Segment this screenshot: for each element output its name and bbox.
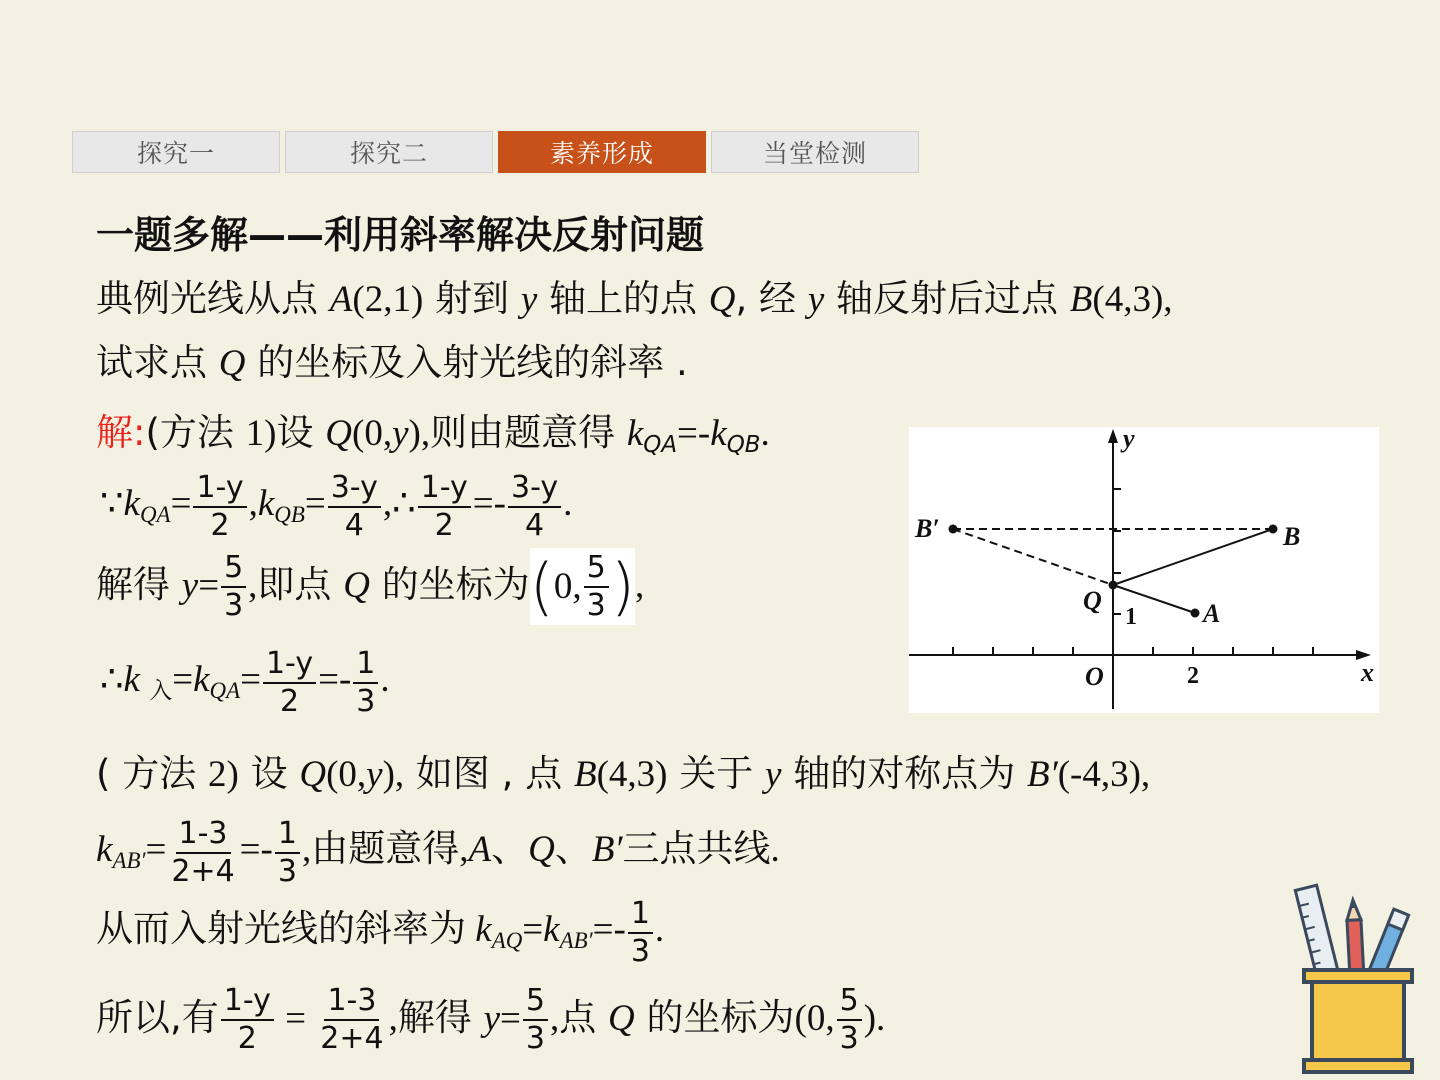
reflected-ray (1113, 529, 1273, 585)
slope-result-line: 从而入射光线的斜率为 $k_{AQ}=k_{AB'}=-$ $\frac{1}{3}$ . (96, 896, 665, 969)
x-tick-label-2: 2 (1187, 663, 1199, 689)
slope-equation-line: $\because k_{QA}=$ $\frac{1-y}{2}$ $,k_{QB}=$ $\frac{3-y}{4}$ ,∴ $\frac{1-y}{2}$ =- $\frac{3-y}{4}$ . (100, 470, 573, 543)
fraction: $\frac{1-3}{2+4}$ (171, 816, 235, 889)
fraction: $\frac{5}{3}$ (221, 552, 246, 621)
fraction: $\frac{1}{3}$ (353, 648, 378, 717)
fraction: $\frac{5}{3}$ (523, 985, 548, 1054)
tab-explore-1[interactable]: 探究一 (72, 131, 280, 173)
section-tabs (72, 131, 919, 173)
fraction: $\frac{1}{3}$ (628, 898, 653, 967)
final-line: 所以,有 $\frac{1-y}{2}$ = $\frac{1-3}{2+4}$ ,解得 y= $\frac{5}{3}$ ,点 Q 的坐标为(0, $\frac{5}{3}$ ). (96, 983, 886, 1056)
fraction: $\frac{1-y}{2}$ (418, 472, 471, 541)
point-b-prime (949, 525, 958, 534)
x-axis-label: x (1361, 658, 1374, 687)
y-ticks (1113, 489, 1121, 614)
solve-y-line: 解得 y= $\frac{5}{3}$ ,即点 Q 的坐标为 ( 0, $\frac{5}{3}$ ) , (96, 548, 644, 625)
b-prime-label: B′ (915, 514, 940, 543)
fraction: $\frac{1-3}{2+4}$ (320, 983, 384, 1056)
page-title: 一题多解——利用斜率解决反射问题 (96, 213, 705, 257)
reflection-figure (909, 427, 1379, 713)
fraction: $\frac{1-y}{2}$ (221, 985, 274, 1054)
dashed-reflection-line (953, 529, 1113, 585)
fraction: $\frac{3-y}{4}$ (508, 472, 561, 541)
fraction: $\frac{1-y}{2}$ (193, 472, 246, 541)
origin-label: O (1085, 662, 1104, 691)
problem-line-1: 典例光线从点 A(2,1) 射到 y 轴上的点 Q, 经 y 轴反射后过点 B(4,3), (96, 277, 1173, 320)
y-axis-arrow (1108, 429, 1118, 443)
tab-explore-2[interactable]: 探究二 (285, 131, 493, 173)
fraction: $\frac{1}{3}$ (275, 818, 300, 887)
b-label: B (1283, 522, 1301, 551)
point-b (1269, 525, 1278, 534)
coordinate-bracket: ( 0, $\frac{5}{3}$ ) (530, 548, 635, 625)
k-abp-line: $k_{AB'}=$ $\frac{1-3}{2+4}$ =- $\frac{1}{3}$ ,由题意得,A、Q、B′三点共线. (96, 816, 780, 889)
point-q (1109, 581, 1118, 590)
coordinate-graph (909, 427, 1379, 713)
fraction: $\frac{3-y}{4}$ (328, 472, 381, 541)
pencil-cup-icon (1290, 880, 1425, 1075)
fraction: $\frac{5}{3}$ (837, 985, 862, 1054)
fraction: $\frac{5}{3}$ (584, 552, 609, 621)
a-label: A (1203, 599, 1221, 628)
y-axis-label: y (1123, 427, 1135, 453)
tab-check[interactable]: 当堂检测 (711, 131, 919, 173)
method2-line: ( 方法 2) 设 Q(0,y), 如图 , 点 B(4,3) 关于 y 轴的对称点为 B′(-4,3), (96, 752, 1151, 795)
k-incident-line: ∴k $_入=k_{QA}=$ $\frac{1-y}{2}$ =- $\frac{1}{3}$ . (100, 646, 390, 719)
x-ticks (953, 647, 1313, 655)
tab-literacy[interactable]: 素养形成 (498, 131, 706, 173)
method1-line: 解:(方法 1)设 Q(0,y),则由题意得 $k_{QA}=-k_{QB}$. (96, 411, 770, 458)
y-tick-label-1: 1 (1125, 604, 1137, 630)
fraction: $\frac{1-y}{2}$ (263, 648, 316, 717)
point-a (1191, 609, 1200, 618)
answer-label: 解: (96, 411, 146, 454)
q-label: Q (1083, 586, 1102, 615)
problem-line-2: 试求点 Q 的坐标及入射光线的斜率 . (96, 341, 688, 384)
